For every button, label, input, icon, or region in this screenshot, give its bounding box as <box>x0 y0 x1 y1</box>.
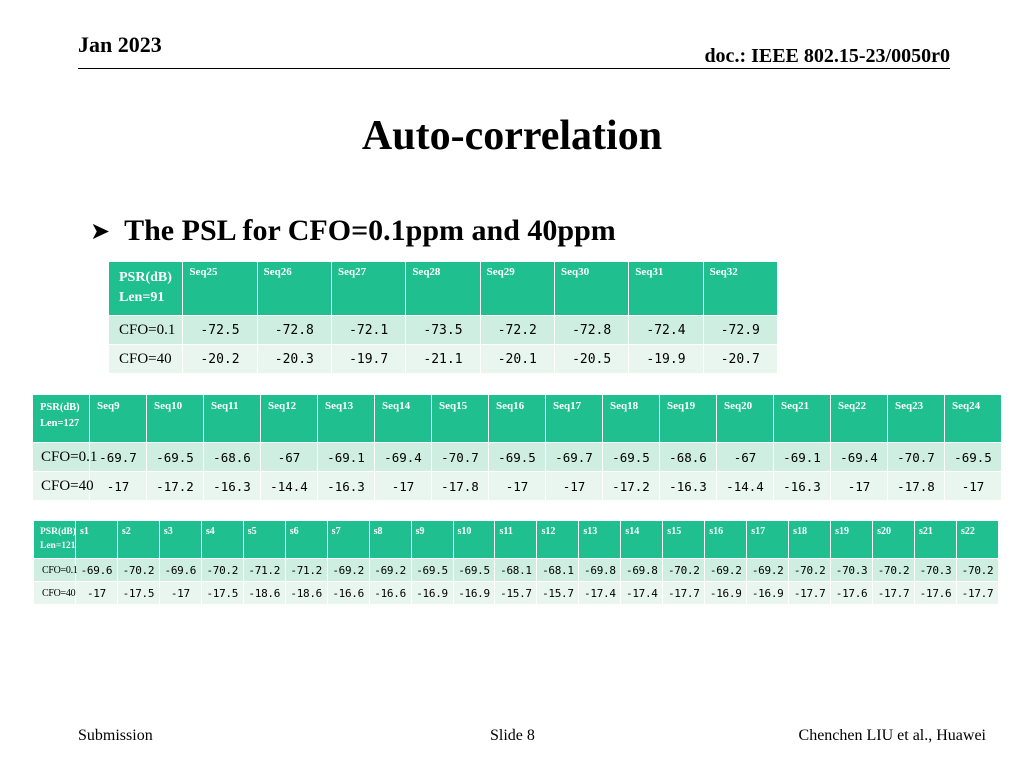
column-header: s17 <box>747 521 789 559</box>
table-cell: -17 <box>159 582 201 605</box>
slide-title: Auto-correlation <box>361 113 663 159</box>
table-corner-header <box>109 262 183 316</box>
table-cell: -72.5 <box>183 316 257 345</box>
column-header: Seq28 <box>406 262 480 316</box>
table-cell: -19.9 <box>629 345 703 374</box>
column-header: Seq32 <box>703 262 777 316</box>
table-cell: -16.9 <box>411 582 453 605</box>
table-cell: -68.6 <box>204 443 261 472</box>
psr-table-len121 <box>33 520 999 605</box>
table-row <box>34 559 999 582</box>
table-cell: -69.2 <box>747 559 789 582</box>
table-cell: -72.8 <box>257 316 331 345</box>
table-cell: -68.1 <box>537 559 579 582</box>
table-cell: -69.2 <box>327 559 369 582</box>
table-cell: -20.1 <box>480 345 554 374</box>
table-cell: -69.4 <box>831 443 888 472</box>
table-cell: -17.5 <box>117 582 159 605</box>
table-cell: -70.2 <box>663 559 705 582</box>
column-header: Seq16 <box>489 395 546 443</box>
table-row <box>33 472 1002 501</box>
table-cell: -72.4 <box>629 316 703 345</box>
table-row <box>109 345 778 374</box>
column-header: Seq17 <box>546 395 603 443</box>
row-label: CFO=40 <box>34 582 76 605</box>
column-header: s15 <box>663 521 705 559</box>
column-header: Seq21 <box>774 395 831 443</box>
column-header: Seq22 <box>831 395 888 443</box>
table-cell: -17.7 <box>873 582 915 605</box>
column-header: Seq24 <box>945 395 1002 443</box>
table-cell: -69.8 <box>621 559 663 582</box>
table-cell: -17 <box>831 472 888 501</box>
column-header: Seq19 <box>660 395 717 443</box>
table-cell: -16.3 <box>660 472 717 501</box>
table-cell: -69.8 <box>579 559 621 582</box>
table-cell: -17 <box>489 472 546 501</box>
table-cell: -18.6 <box>243 582 285 605</box>
table-cell: -73.5 <box>406 316 480 345</box>
table-cell: -68.1 <box>495 559 537 582</box>
column-header: Seq30 <box>554 262 628 316</box>
table-cell: -72.1 <box>331 316 405 345</box>
table-cell: -17.7 <box>956 582 998 605</box>
column-header: s20 <box>873 521 915 559</box>
corner-header-line: Len=127 <box>40 418 80 429</box>
corner-header-line: Len=91 <box>119 290 165 305</box>
row-label: CFO=0.1 <box>109 316 183 345</box>
table-cell: -69.6 <box>75 559 117 582</box>
table-cell: -70.2 <box>873 559 915 582</box>
row-label: CFO=0.1 <box>34 559 76 582</box>
footer-slide-number: Slide 8 <box>490 727 535 744</box>
table-cell: -16.3 <box>774 472 831 501</box>
column-header: Seq23 <box>888 395 945 443</box>
table-cell: -71.2 <box>285 559 327 582</box>
column-header: s4 <box>201 521 243 559</box>
column-header: s3 <box>159 521 201 559</box>
column-header: Seq11 <box>204 395 261 443</box>
column-header: Seq18 <box>603 395 660 443</box>
column-header: Seq14 <box>375 395 432 443</box>
table-corner-header <box>33 395 90 443</box>
table-cell: -20.2 <box>183 345 257 374</box>
table-cell: -69.7 <box>90 443 147 472</box>
corner-header-line: PSR(dB) <box>40 527 76 537</box>
table-cell: -69.5 <box>147 443 204 472</box>
column-header: Seq13 <box>318 395 375 443</box>
column-header: s2 <box>117 521 159 559</box>
column-header: s7 <box>327 521 369 559</box>
table-corner-header <box>34 521 76 559</box>
table-cell: -69.2 <box>705 559 747 582</box>
table-cell: -17.2 <box>603 472 660 501</box>
column-header: Seq29 <box>480 262 554 316</box>
header-date: Jan 2023 <box>78 32 162 57</box>
table-cell: -17.8 <box>432 472 489 501</box>
table-cell: -16.3 <box>318 472 375 501</box>
column-header: s22 <box>956 521 998 559</box>
footer-submission: Submission <box>78 727 153 744</box>
column-header: Seq25 <box>183 262 257 316</box>
column-header: s9 <box>411 521 453 559</box>
column-header: s19 <box>831 521 873 559</box>
table-cell: -18.6 <box>285 582 327 605</box>
table-cell: -69.1 <box>774 443 831 472</box>
row-label: CFO=40 <box>33 472 90 501</box>
header-rule <box>78 68 950 69</box>
table-cell: -70.3 <box>915 559 957 582</box>
corner-header-line: PSR(dB) <box>40 402 80 413</box>
table-cell: -72.2 <box>480 316 554 345</box>
table-cell: -69.5 <box>945 443 1002 472</box>
column-header: s5 <box>243 521 285 559</box>
column-header: Seq31 <box>629 262 703 316</box>
table-cell: -17 <box>75 582 117 605</box>
table-cell: -70.7 <box>432 443 489 472</box>
table-cell: -70.2 <box>789 559 831 582</box>
column-header: Seq10 <box>147 395 204 443</box>
table-row <box>109 316 778 345</box>
column-header: s14 <box>621 521 663 559</box>
table-cell: -69.5 <box>453 559 495 582</box>
table-cell: -69.5 <box>489 443 546 472</box>
table-cell: -71.2 <box>243 559 285 582</box>
corner-header-line: Len=121 <box>40 541 76 551</box>
table-cell: -20.7 <box>703 345 777 374</box>
table-header-row <box>34 521 999 559</box>
column-header: Seq9 <box>90 395 147 443</box>
table-cell: -14.4 <box>261 472 318 501</box>
table-cell: -16.6 <box>369 582 411 605</box>
table-cell: -20.3 <box>257 345 331 374</box>
bullet-text: The PSL for CFO=0.1ppm and 40ppm <box>124 214 616 247</box>
column-header: s1 <box>75 521 117 559</box>
table-cell: -69.5 <box>411 559 453 582</box>
bullet-item <box>90 214 616 248</box>
table-cell: -70.2 <box>956 559 998 582</box>
table-cell: -17.5 <box>201 582 243 605</box>
psr-table-len127 <box>32 394 1002 501</box>
table-cell: -69.2 <box>369 559 411 582</box>
table-cell: -69.6 <box>159 559 201 582</box>
column-header: s18 <box>789 521 831 559</box>
table-cell: -16.9 <box>705 582 747 605</box>
column-header: s10 <box>453 521 495 559</box>
table-cell: -69.4 <box>375 443 432 472</box>
table-cell: -17.7 <box>789 582 831 605</box>
table-cell: -20.5 <box>554 345 628 374</box>
arrow-bullet-icon: ➤ <box>90 217 111 245</box>
table-cell: -17.6 <box>915 582 957 605</box>
table-cell: -15.7 <box>495 582 537 605</box>
table-cell: -69.5 <box>603 443 660 472</box>
column-header: s16 <box>705 521 747 559</box>
table-cell: -72.8 <box>554 316 628 345</box>
column-header: s6 <box>285 521 327 559</box>
corner-header-line: PSR(dB) <box>119 270 172 285</box>
column-header: s12 <box>537 521 579 559</box>
column-header: Seq20 <box>717 395 774 443</box>
table-cell: -15.7 <box>537 582 579 605</box>
table-row <box>33 443 1002 472</box>
table-header-row <box>33 395 1002 443</box>
table-row <box>34 582 999 605</box>
table-cell: -19.7 <box>331 345 405 374</box>
table-cell: -67 <box>717 443 774 472</box>
table-cell: -17.4 <box>579 582 621 605</box>
column-header: Seq15 <box>432 395 489 443</box>
table-cell: -17 <box>945 472 1002 501</box>
table-cell: -16.3 <box>204 472 261 501</box>
header-doc-id: doc.: IEEE 802.15-23/0050r0 <box>704 45 950 67</box>
table-cell: -17 <box>90 472 147 501</box>
column-header: s8 <box>369 521 411 559</box>
table-cell: -16.9 <box>747 582 789 605</box>
table-cell: -68.6 <box>660 443 717 472</box>
table-cell: -21.1 <box>406 345 480 374</box>
table-cell: -17.7 <box>663 582 705 605</box>
column-header: s11 <box>495 521 537 559</box>
table-cell: -69.7 <box>546 443 603 472</box>
table-cell: -70.2 <box>117 559 159 582</box>
column-header: s13 <box>579 521 621 559</box>
table-header-row <box>109 262 778 316</box>
footer-author: Chenchen LIU et al., Huawei <box>798 727 986 744</box>
table-cell: -17.2 <box>147 472 204 501</box>
table-cell: -72.9 <box>703 316 777 345</box>
table-cell: -70.7 <box>888 443 945 472</box>
table-cell: -17 <box>546 472 603 501</box>
psr-table-len91 <box>108 261 778 374</box>
table-cell: -67 <box>261 443 318 472</box>
column-header: Seq12 <box>261 395 318 443</box>
table-cell: -17 <box>375 472 432 501</box>
table-cell: -70.2 <box>201 559 243 582</box>
column-header: Seq26 <box>257 262 331 316</box>
table-cell: -69.1 <box>318 443 375 472</box>
table-cell: -14.4 <box>717 472 774 501</box>
table-cell: -17.8 <box>888 472 945 501</box>
table-cell: -70.3 <box>831 559 873 582</box>
table-cell: -16.6 <box>327 582 369 605</box>
row-label: CFO=0.1 <box>33 443 90 472</box>
table-cell: -17.4 <box>621 582 663 605</box>
row-label: CFO=40 <box>109 345 183 374</box>
table-cell: -16.9 <box>453 582 495 605</box>
column-header: Seq27 <box>331 262 405 316</box>
table-cell: -17.6 <box>831 582 873 605</box>
column-header: s21 <box>915 521 957 559</box>
